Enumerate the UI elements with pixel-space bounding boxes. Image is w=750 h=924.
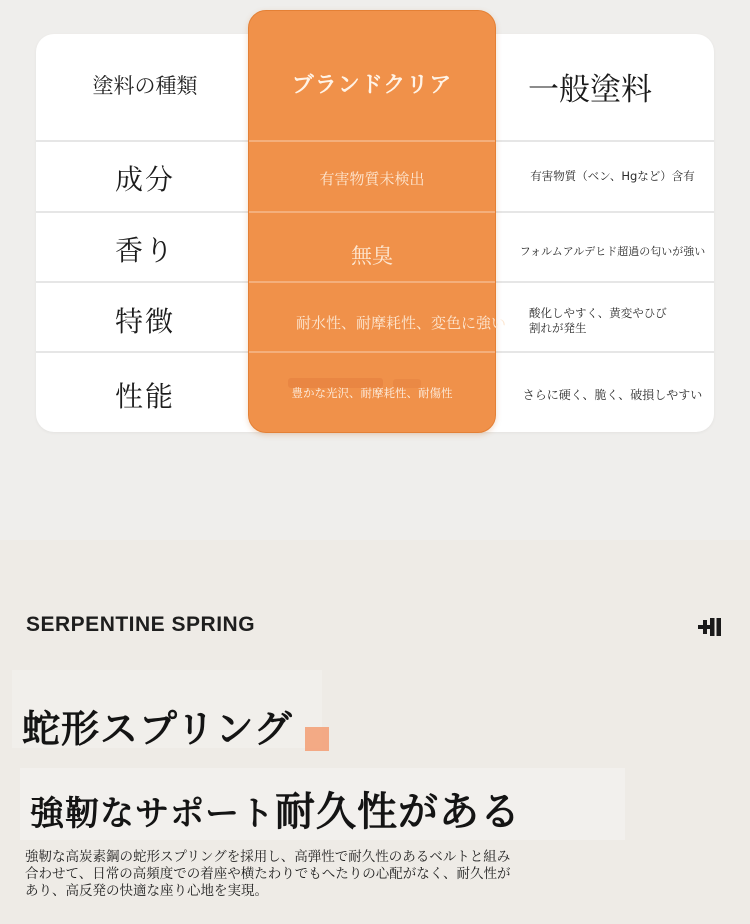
serpentine-spring-section xyxy=(0,540,750,924)
row-label-ingredients: 成分 xyxy=(114,163,175,196)
general-value-performance: さらに硬く、脆く、破損しやすい xyxy=(522,387,703,402)
header-brand-clear: ブランドクリア xyxy=(291,72,453,98)
general-value-scent: フォルムアルデヒド超過の匂いが強い xyxy=(519,245,706,258)
subtitle-support: 強靭なサポート xyxy=(30,794,275,834)
brand-row-divider xyxy=(249,140,495,142)
brand-value-ingredients: 有害物質未検出 xyxy=(319,169,425,188)
header-paint-type: 塗料の種類 xyxy=(92,74,198,98)
header-general-paint: 一般塗料 xyxy=(528,71,652,108)
plus-icon xyxy=(697,615,723,639)
general-value-features-line1: 酸化しやすく、黄変やひび xyxy=(529,306,667,320)
row-label-features: 特徴 xyxy=(114,305,175,338)
brand-row-divider xyxy=(249,281,495,283)
row-label-scent: 香り xyxy=(114,234,175,267)
brand-value-features: 耐水性、耐摩耗性、変色に強い xyxy=(296,314,507,332)
section-eyebrow: SERPENTINE SPRING xyxy=(26,613,256,636)
accent-square xyxy=(305,727,329,751)
description-line: 強靭な高炭素鋼の蛇形スプリングを採用し、高弾性で耐久性のあるベルトと組み xyxy=(25,849,511,865)
spring-title: 蛇形スプリング xyxy=(22,707,293,751)
brand-value-scent: 無臭 xyxy=(351,244,393,268)
brand-row-divider xyxy=(249,211,495,213)
brand-value-performance: 豊かな光沢、耐摩耗性、耐傷性 xyxy=(291,386,453,400)
general-value-features-line2: 割れが発生 xyxy=(529,321,587,335)
subtitle-durability: 耐久性がある xyxy=(275,789,521,835)
general-value-ingredients: 有害物質（ベン、Hgなど）含有 xyxy=(530,169,695,183)
description-line: 合わせて、日常の高頻度での着座や横たわりでもへたりの心配がなく、耐久性が xyxy=(25,866,511,882)
spring-subtitle xyxy=(30,780,521,837)
row-label-performance: 性能 xyxy=(114,380,175,413)
spring-description xyxy=(25,849,585,900)
brand-row-divider xyxy=(249,351,495,353)
general-value-features xyxy=(505,291,720,351)
description-line: あり、高反発の快適な座り心地を実現。 xyxy=(25,883,268,899)
